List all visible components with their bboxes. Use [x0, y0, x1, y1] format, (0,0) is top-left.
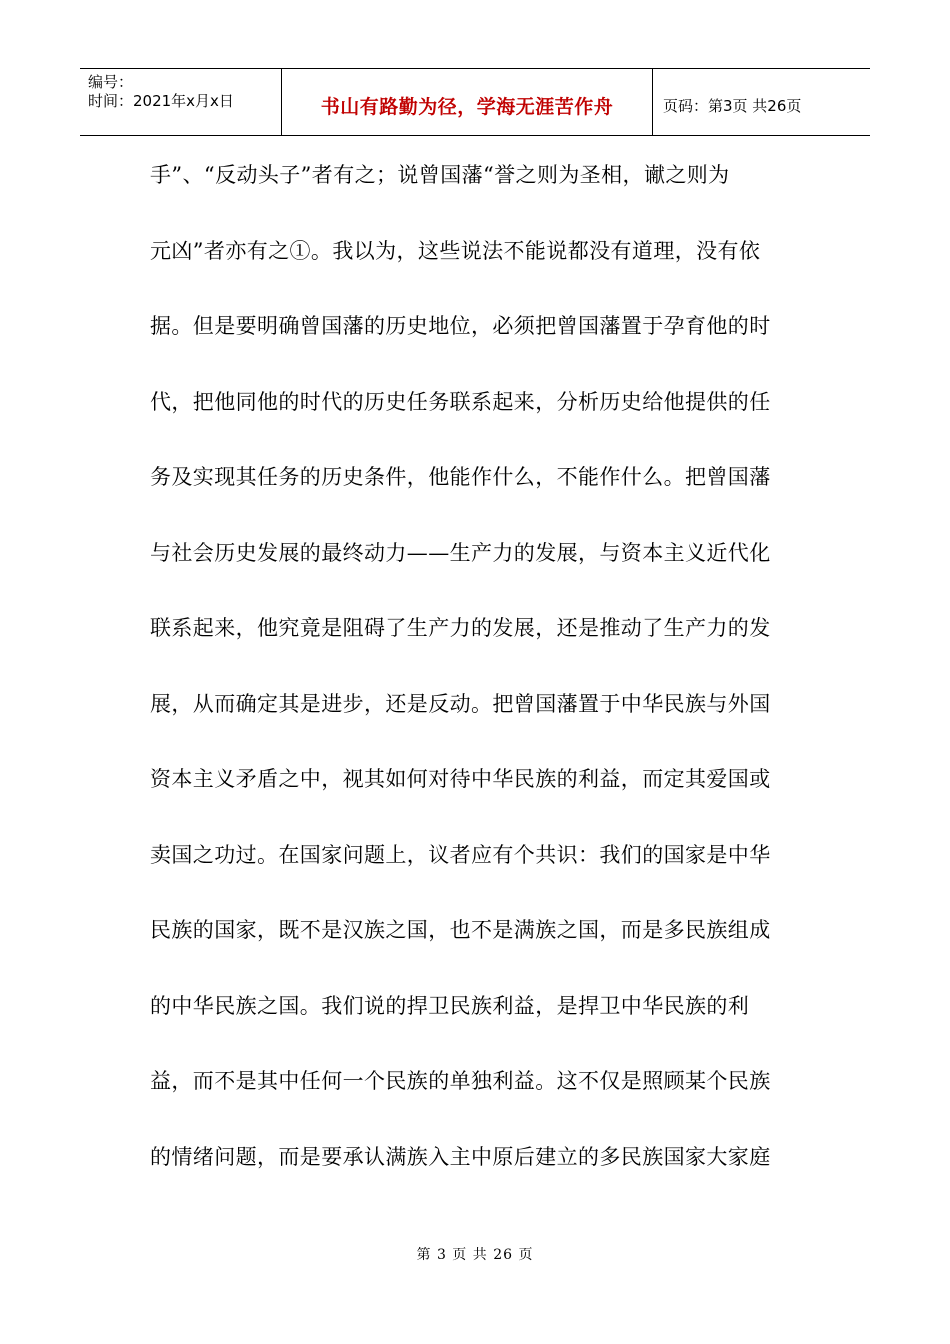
text-line: 手”、“反动头子”者有之；说曾国藩“誉之则为圣相，谳之则为 — [150, 163, 730, 187]
header-motto-cell — [282, 69, 653, 135]
text-line: 与社会历史发展的最终动力——生产力的发展，与资本主义近代化 — [150, 540, 771, 565]
text-line: 的情绪问题，而是要承认满族入主中原后建立的多民族国家大家庭 — [150, 1144, 771, 1169]
document-number-label: 编号： — [88, 73, 134, 91]
page-footer — [0, 1244, 950, 1264]
text-line: 展，从而确定其是进步，还是反动。把曾国藩置于中华民族与外国 — [150, 691, 771, 716]
text-line: 联系起来，他究竟是阻碍了生产力的发展，还是推动了生产力的发 — [150, 616, 771, 640]
text-line: 资本主义矛盾之中，视其如何对待中华民族的利益，而定其爱国或 — [150, 767, 771, 791]
text-line: 务及实现其任务的历史条件，他能作什么，不能作什么。把曾国藩 — [150, 465, 771, 489]
text-line: 民族的国家，既不是汉族之国，也不是满族之国，而是多民族组成 — [150, 918, 771, 942]
header-motto: 书山有路勤为径，学海无涯苦作舟 — [320, 95, 614, 118]
text-line: 代，把他同他的时代的历史任务联系起来，分析历史给他提供的任 — [150, 389, 771, 414]
footer-page-number: 第 3 页 共 26 页 — [416, 1247, 534, 1263]
text-line: 的中华民族之国。我们说的捍卫民族利益，是捍卫中华民族的利 — [150, 993, 750, 1018]
page-header — [80, 68, 870, 136]
text-line: 卖国之功过。在国家问题上，议者应有个共识：我们的国家是中华 — [150, 842, 771, 867]
text-line: 据。但是要明确曾国藩的历史地位，必须把曾国藩置于孕育他的时 — [150, 314, 771, 338]
header-meta-cell — [80, 69, 282, 135]
document-time-label: 时间：2021年x月x日 — [88, 92, 234, 110]
text-line: 益，而不是其中任何一个民族的单独利益。这不仅是照顾某个民族 — [150, 1069, 771, 1093]
text-line: 元凶”者亦有之①。我以为，这些说法不能说都没有道理，没有依 — [150, 238, 761, 263]
header-page-cell — [653, 69, 870, 135]
body-text — [150, 160, 810, 1217]
header-page-number: 页码：第3页 共26页 — [663, 96, 802, 115]
